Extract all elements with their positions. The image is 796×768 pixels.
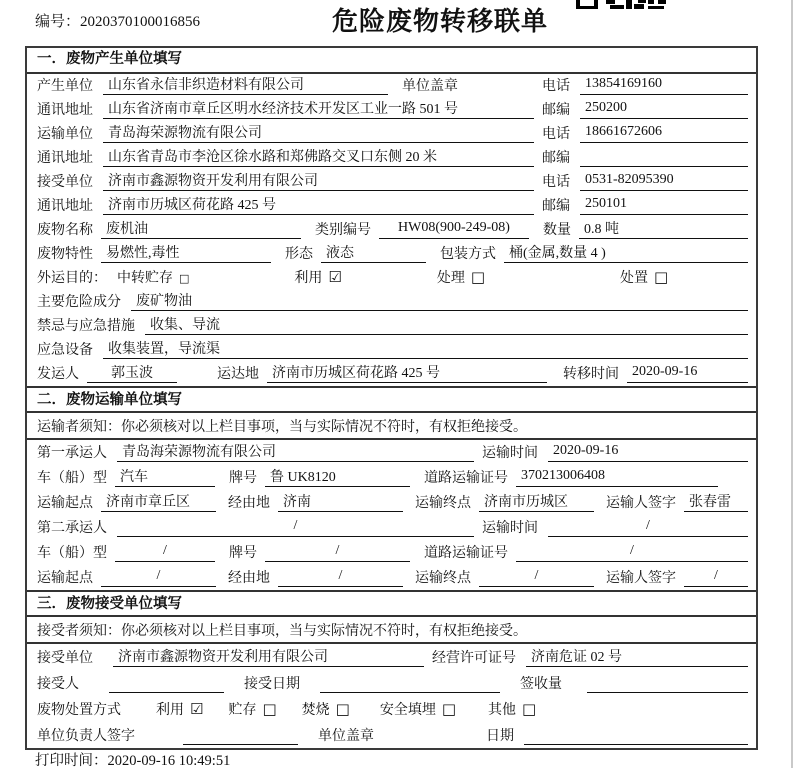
plate2-value: / xyxy=(265,543,410,562)
producer-label: 产生单位 xyxy=(37,79,93,94)
signed-qty-value xyxy=(587,674,748,693)
print-time-value: 2020-09-16 10:49:51 xyxy=(107,753,231,768)
row-hazard-component xyxy=(27,290,756,314)
transporter-value: 青岛海荣源物流有限公司 xyxy=(103,122,534,143)
manifest-form xyxy=(25,46,758,750)
page-title: 危险废物转移联单 xyxy=(332,7,549,36)
producer-zip: 250200 xyxy=(580,100,748,119)
equipment-value: 收集装置，导流渠 xyxy=(103,338,748,359)
route-start-label: 运输起点 xyxy=(37,571,93,586)
waste-name-label: 废物名称 xyxy=(37,223,93,238)
date-value xyxy=(524,726,748,745)
form-label: 形态 xyxy=(285,247,313,262)
checkbox-incinerate xyxy=(302,699,350,719)
receiver-address: 济南市历城区荷花路 425 号 xyxy=(103,194,534,215)
checkbox-treat xyxy=(437,267,485,287)
checkbox-label: 利用 xyxy=(294,271,323,286)
section3-header: 三．废物接受单位填写 xyxy=(27,590,756,617)
transfer-time-label: 转移时间 xyxy=(563,367,619,382)
vehicle-type-label: 车（船）型 xyxy=(37,546,107,561)
row-producer-address xyxy=(27,98,756,122)
checkbox-label: 安全填埋 xyxy=(379,703,436,718)
receiver-zip: 250101 xyxy=(580,196,748,215)
row-emergency-equipment xyxy=(27,338,756,362)
transporter-label: 运输单位 xyxy=(37,127,93,142)
checkbox-checked-icon: ☑ xyxy=(190,700,204,718)
license-label: 经营许可证号 xyxy=(432,651,516,666)
row-waste-name xyxy=(27,218,756,242)
address-label: 通讯地址 xyxy=(37,199,93,214)
checkbox-dispose xyxy=(620,267,668,287)
checkbox-other xyxy=(488,699,536,719)
checkbox-landfill xyxy=(380,699,456,719)
checkbox-label: 中转贮存 xyxy=(117,271,173,286)
checkbox-utilize xyxy=(294,267,341,287)
phone-label: 电话 xyxy=(542,175,570,190)
row-emergency-measures xyxy=(27,314,756,338)
row-responsible-sign xyxy=(27,722,756,748)
checkbox-label: 处置 xyxy=(620,271,649,286)
destination-label: 运达地 xyxy=(217,367,259,382)
vehicle-type2-value: / xyxy=(115,543,215,562)
address-label: 通讯地址 xyxy=(37,151,93,166)
checkbox-utilize xyxy=(156,699,203,719)
carrier2-label: 第二承运人 xyxy=(37,521,107,536)
route-end-label: 运输终点 xyxy=(415,571,471,586)
hazard-value: 废矿物油 xyxy=(131,290,748,311)
road-cert-label: 道路运输证号 xyxy=(424,471,508,486)
zip-label: 邮编 xyxy=(542,199,570,214)
row-route1 xyxy=(27,490,756,515)
route-end2-value: / xyxy=(479,568,594,587)
serial-number xyxy=(35,10,200,31)
carrier-sign-label: 运输人签字 xyxy=(606,496,676,511)
transporter-address: 山东省青岛市李沧区徐水路和郑佛路交叉口东侧 20 米 xyxy=(103,146,534,167)
road-cert2-value: / xyxy=(516,543,748,562)
dispatcher-value: 郭玉波 xyxy=(87,362,177,383)
producer-value: 山东省永信非织造材料有限公司 xyxy=(103,74,388,95)
packing-value: 桶(金属,数量 4 ) xyxy=(504,242,748,263)
transport-time-value: 2020-09-16 xyxy=(548,443,748,462)
transfer-time-value: 2020-09-16 xyxy=(627,364,748,383)
receiver-value: 济南市鑫源物资开发利用有限公司 xyxy=(103,170,534,191)
producer-phone: 13854169160 xyxy=(580,76,748,95)
checkbox-label: 处理 xyxy=(436,271,465,286)
license-value: 济南危证 02 号 xyxy=(526,646,748,667)
quantity-label: 数量 xyxy=(543,223,571,238)
purpose-label: 外运目的： xyxy=(37,271,107,286)
receive-person-value xyxy=(109,674,224,693)
transporter-zip xyxy=(580,148,748,167)
qr-code-partial-icon xyxy=(576,0,676,10)
plate-label: 牌号 xyxy=(229,471,257,486)
row-transporter xyxy=(27,122,756,146)
emergency-label: 禁忌与应急措施 xyxy=(37,319,135,334)
receiver-phone: 0531-82095390 xyxy=(580,172,748,191)
route-via-value: 济南 xyxy=(278,491,403,512)
row-receive-unit xyxy=(27,644,756,670)
receive-date-value xyxy=(320,674,500,693)
vehicle-type-value: 汽车 xyxy=(115,466,215,487)
checkbox-unchecked-icon: □ xyxy=(654,268,669,286)
destination-value: 济南市历城区荷花路 425 号 xyxy=(267,362,547,383)
row-dispatch xyxy=(27,362,756,386)
checkbox-unchecked-icon: □ xyxy=(179,272,190,285)
responsible-sign-label: 单位负责人签字 xyxy=(37,729,135,744)
responsible-sign-value xyxy=(183,726,298,745)
carrier-sign-label: 运输人签字 xyxy=(606,571,676,586)
route-end-label: 运输终点 xyxy=(415,496,471,511)
page-edge-line xyxy=(791,0,793,768)
date-label: 日期 xyxy=(486,729,514,744)
address-label: 通讯地址 xyxy=(37,103,93,118)
row-carrier2 xyxy=(27,515,756,540)
checkbox-label: 利用 xyxy=(156,703,184,718)
plate-value: 鲁 UK8120 xyxy=(265,466,410,487)
carrier1-value: 青岛海荣源物流有限公司 xyxy=(117,441,474,462)
checkbox-unchecked-icon: □ xyxy=(470,268,486,286)
unit-seal-label: 单位盖章 xyxy=(318,729,374,744)
transport-time-label: 运输时间 xyxy=(482,521,538,536)
receive-unit-label: 接受单位 xyxy=(37,651,93,666)
section2-header: 二．废物运输单位填写 xyxy=(27,386,756,413)
receive-unit-value: 济南市鑫源物资开发利用有限公司 xyxy=(113,646,424,667)
producer-address: 山东省济南市章丘区明水经济技术开发区工业一路 501 号 xyxy=(103,98,534,119)
plate-label: 牌号 xyxy=(229,546,257,561)
checkbox-unchecked-icon: □ xyxy=(335,700,350,718)
transporter-phone: 18661672606 xyxy=(580,124,748,143)
zip-label: 邮编 xyxy=(542,151,570,166)
carrier-sign2-value: / xyxy=(684,568,748,587)
route-via2-value: / xyxy=(278,568,403,587)
checkbox-label: 其他 xyxy=(488,703,517,718)
row-receiver xyxy=(27,170,756,194)
emergency-value: 收集、导流 xyxy=(145,314,748,335)
form-value: 液态 xyxy=(321,242,426,263)
transport-time2-value: / xyxy=(548,518,748,537)
road-cert-value: 370213006408 xyxy=(516,468,718,487)
row-transporter-address xyxy=(27,146,756,170)
category-value: HW08(900-249-08) xyxy=(379,220,529,239)
transport-time-label: 运输时间 xyxy=(482,446,538,461)
disposal-label: 废物处置方式 xyxy=(37,703,121,718)
category-label: 类别编号 xyxy=(315,223,371,238)
checkbox-label: 焚烧 xyxy=(301,703,330,718)
receiver-label: 接受单位 xyxy=(37,175,93,190)
character-value: 易燃性,毒性 xyxy=(101,242,271,263)
receiver-notice: 接受者须知：你必须核对以上栏目事项，当与实际情况不符时，有权拒绝接受。 xyxy=(27,617,756,644)
row-vehicle2 xyxy=(27,540,756,565)
transporter-notice: 运输者须知：你必须核对以上栏目事项，当与实际情况不符时，有权拒绝接受。 xyxy=(27,413,756,440)
row-carrier1 xyxy=(27,440,756,465)
row-route2 xyxy=(27,565,756,590)
carrier1-label: 第一承运人 xyxy=(37,446,107,461)
phone-label: 电话 xyxy=(542,127,570,142)
signed-qty-label: 签收量 xyxy=(520,677,562,692)
row-disposal-method xyxy=(27,696,756,722)
road-cert-label: 道路运输证号 xyxy=(424,546,508,561)
equipment-label: 应急设备 xyxy=(37,343,93,358)
route-start-value: 济南市章丘区 xyxy=(101,491,216,512)
serial-value: 2020370100016856 xyxy=(80,14,201,30)
receive-date-label: 接受日期 xyxy=(244,677,300,692)
route-start-label: 运输起点 xyxy=(37,496,93,511)
route-end-value: 济南市历城区 xyxy=(479,491,594,512)
checkbox-unchecked-icon: □ xyxy=(522,700,537,718)
print-time-label: 打印时间： xyxy=(35,753,108,768)
checkbox-checked-icon: ☑ xyxy=(328,268,342,286)
checkbox-transfer-storage xyxy=(117,267,189,287)
hazard-label: 主要危险成分 xyxy=(37,295,121,310)
print-time xyxy=(35,749,230,768)
waste-name-value: 废机油 xyxy=(101,218,301,239)
checkbox-unchecked-icon: □ xyxy=(441,700,457,718)
phone-label: 电话 xyxy=(542,79,570,94)
carrier-sign-value: 张春雷 xyxy=(684,491,748,512)
row-receiver-address xyxy=(27,194,756,218)
row-receive-person xyxy=(27,670,756,696)
route-via-label: 经由地 xyxy=(228,496,270,511)
section1-header: 一．废物产生单位填写 xyxy=(27,48,756,74)
serial-label: 编号： xyxy=(35,14,81,30)
checkbox-store xyxy=(228,699,276,719)
checkbox-label: 贮存 xyxy=(228,703,257,718)
checkbox-unchecked-icon: □ xyxy=(262,700,277,718)
row-producer xyxy=(27,74,756,98)
row-vehicle1 xyxy=(27,465,756,490)
route-start2-value: / xyxy=(101,568,216,587)
seal-label: 单位盖章 xyxy=(402,79,458,94)
zip-label: 邮编 xyxy=(542,103,570,118)
row-waste-character xyxy=(27,242,756,266)
row-transfer-purpose xyxy=(27,266,756,290)
receive-person-label: 接受人 xyxy=(37,677,79,692)
packing-label: 包装方式 xyxy=(440,247,496,262)
vehicle-type-label: 车（船）型 xyxy=(37,471,107,486)
route-via-label: 经由地 xyxy=(228,571,270,586)
carrier2-value: / xyxy=(117,518,474,537)
character-label: 废物特性 xyxy=(37,247,93,262)
dispatcher-label: 发运人 xyxy=(37,367,79,382)
quantity-value: 0.8 吨 xyxy=(579,218,748,239)
